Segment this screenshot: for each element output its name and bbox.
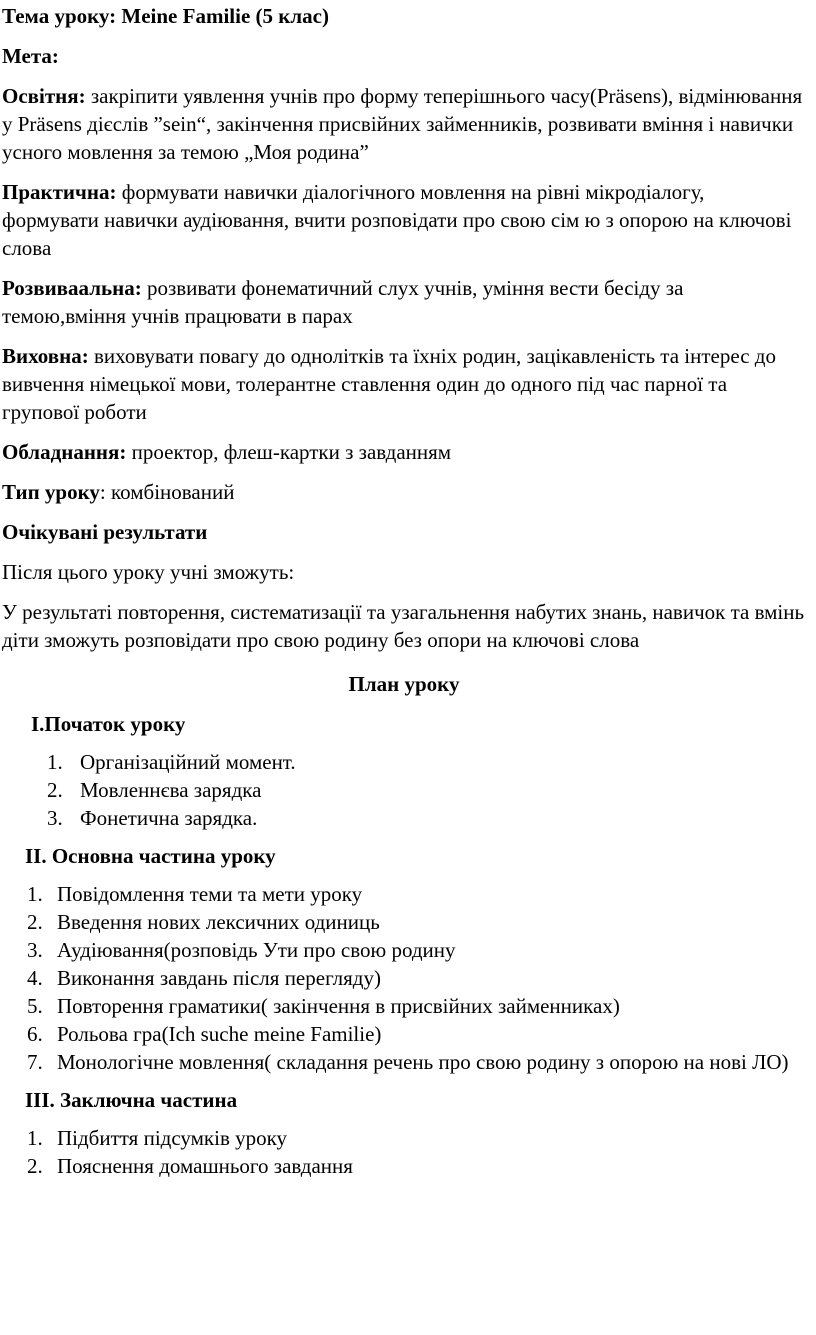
section-3-title: III. Заключна частина [25,1088,238,1112]
list-item: 7. Монологічне мовлення( складання речень про свою родину з опорою на нові ЛО) [27,1050,789,1074]
list-item: 3. Фонетична зарядка. [47,806,258,830]
list-item: 5. Повторення граматики( закінчення в присвійних займенниках) [27,994,620,1018]
equipment: Обладнання: проектор, флеш-картки з завданням [2,440,452,464]
section-3-list [27,1124,806,1180]
list-item: 1. Підбиття підсумків уроку [27,1126,288,1150]
list-item: 2. Мовленнєва зарядка [47,778,262,802]
practical-goal: Практична: формувати навички діалогічного мовлення на рівні мікродіалогу, формувати навички аудіювання, вчити розповідати про свою сім ю з опорою на ключові слова [2,180,792,260]
list-item: 4. Виконання завдань після перегляду) [27,966,381,990]
plan-title: План уроку [348,672,460,696]
lesson-type: Тип уроку: комбінований [2,480,235,504]
educational-goal: Освітня: закріпити уявлення учнів про форму теперішнього часу(Präsens), відмінювання у Präsens дієслів ”sein“, закінчення присвійних займенників, розвивати вміння і навички усного мовлення за темою „Моя родина” [2,84,803,164]
after-lesson-text: Після цього уроку учні зможуть: [2,560,295,584]
section-2-title: II. Основна частина уроку [25,844,276,868]
upbringing-goal: Виховна: виховувати повагу до однолітків та їхніх родин, зацікавленість та інтерес до вивчення німецької мови, толерантне ставлення один до одного під час парної та групової роботи [2,344,776,424]
list-item: 2. Введення нових лексичних одиниць [27,910,380,934]
section-2-list [27,880,806,1076]
list-item: 1. Повідомлення теми та мети уроку [27,882,363,906]
list-item: 3. Аудіювання(розповідь Ути про свою родину [27,938,456,962]
expected-results-heading: Очікувані результати [2,520,208,544]
result-text: У результаті повторення, систематизації та узагальнення набутих знань, навичок та вмінь діти зможуть розповідати про свою родину без опори на ключові слова [2,600,805,652]
list-item: 1. Організаційний момент. [47,750,296,774]
list-item: 6. Рольова гра(Ich suche meine Familie) [27,1022,382,1046]
section-1-title: I.Початок уроку [31,712,186,736]
goal-heading: Мета: [2,44,59,68]
lesson-topic: Тема уроку: Meine Familie (5 клас) [2,4,329,28]
section-1-list [47,748,806,832]
developmental-goal: Розвиваальна: розвивати фонематичний слух учнів, уміння вести бесіду за темою,вміння учнів працювати в парах [2,276,684,328]
list-item: 2. Пояснення домашнього завдання [27,1154,353,1178]
